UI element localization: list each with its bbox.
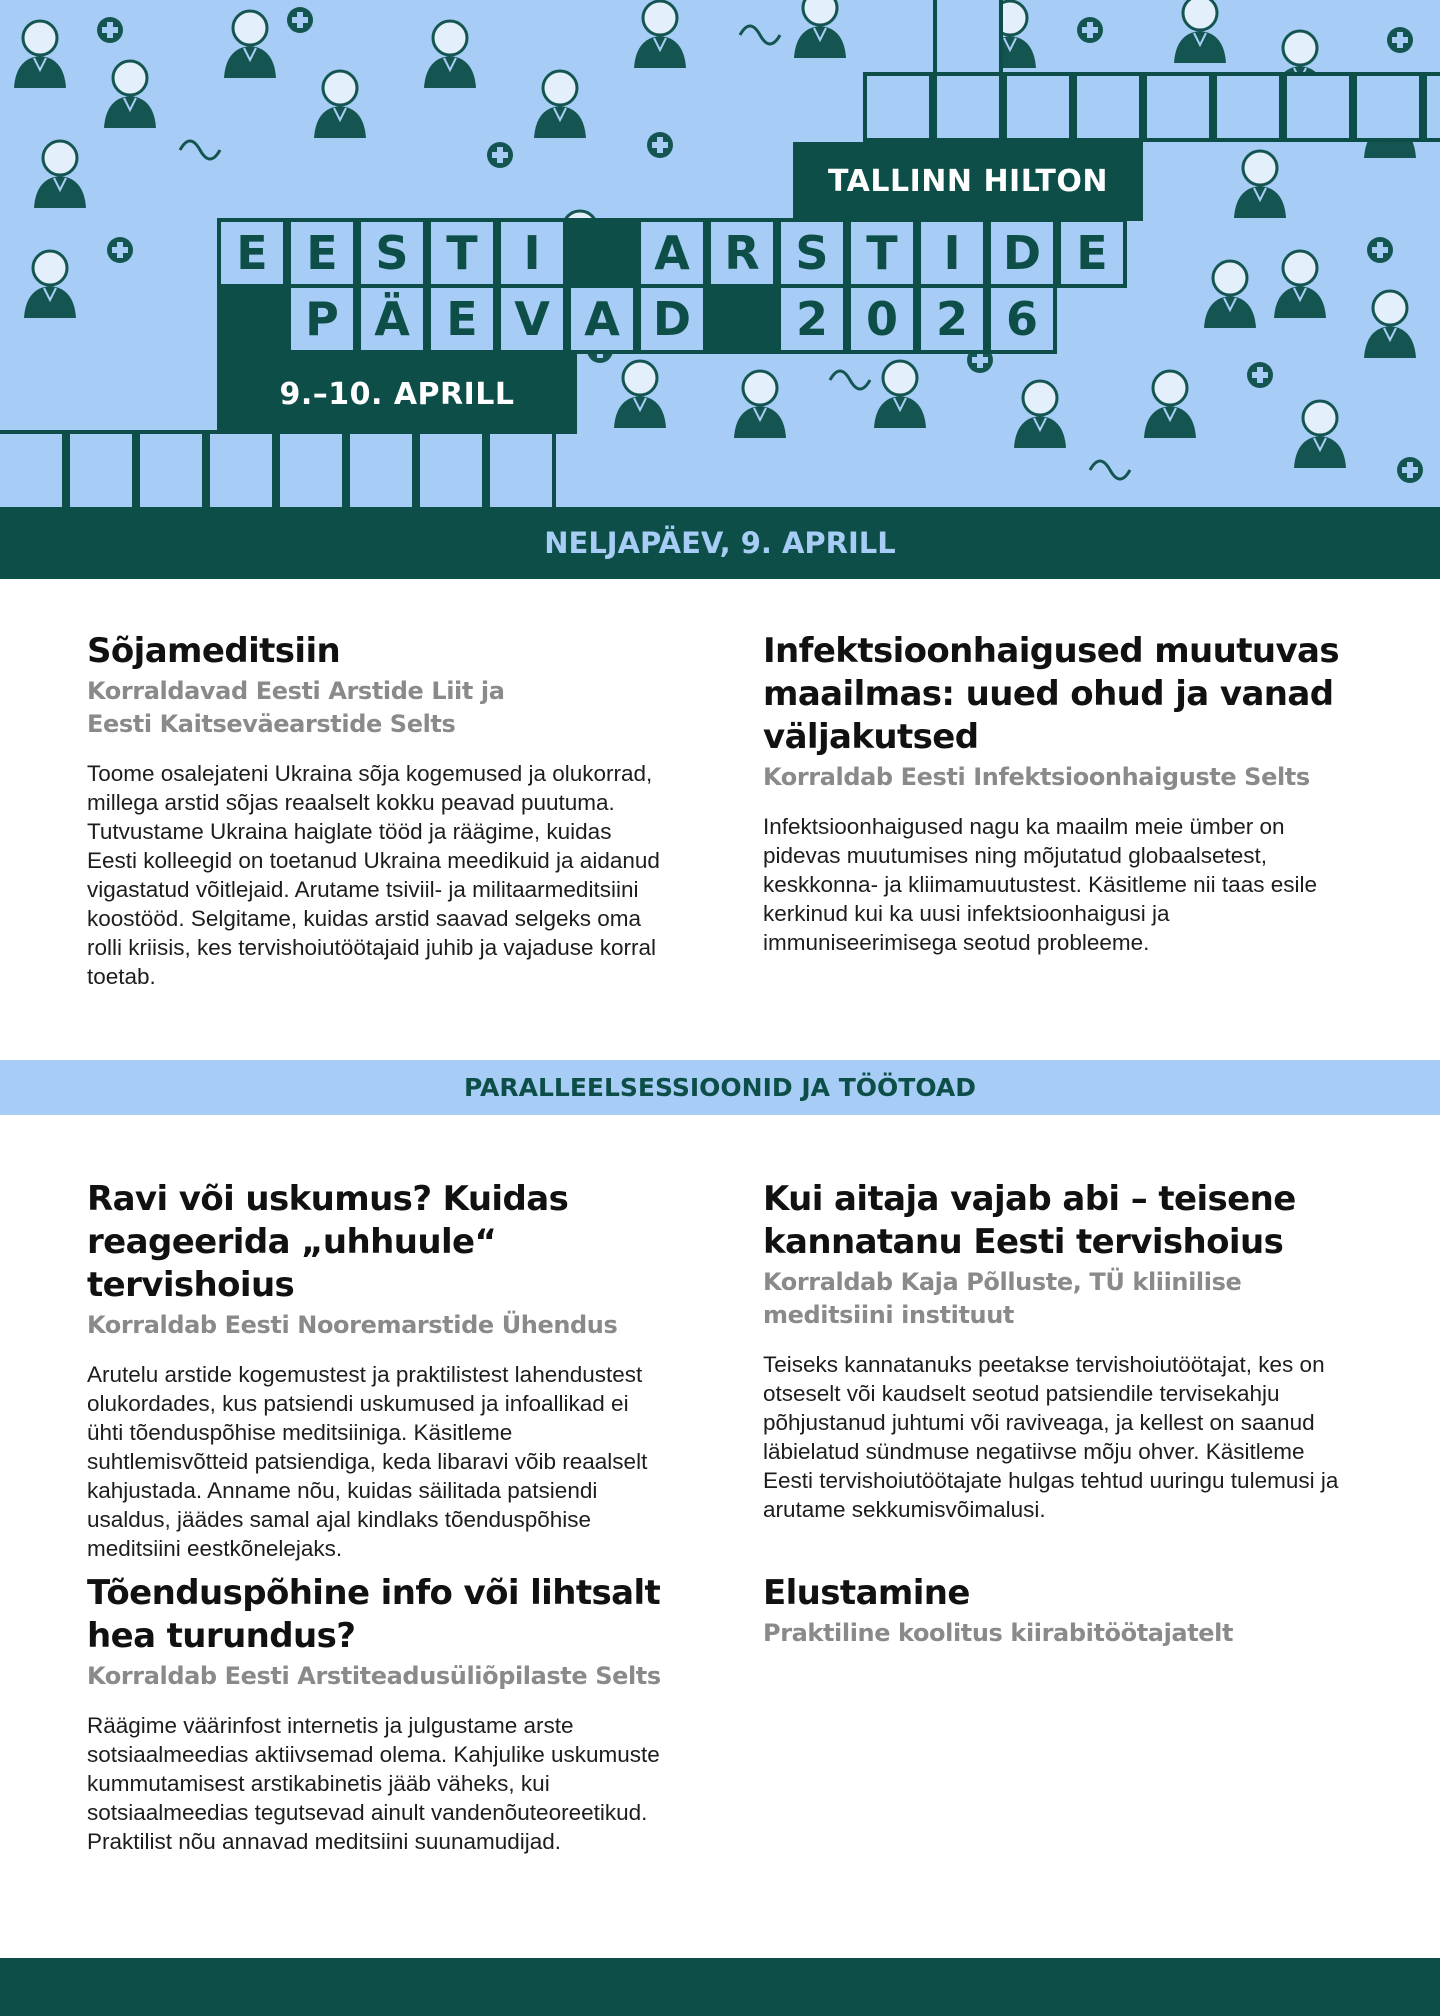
title-letter: T [427, 218, 497, 288]
session-card [87, 1178, 667, 1563]
title-letter: I [917, 218, 987, 288]
session-description: Arutelu arstide kogemustest ja praktilistest lahendustest olukordades, kus patsiendi uskumused ja infoallikad ei ühti tõenduspõhise meditsiiniga. Käsitleme suhtlemisvõtteid patsiendiga, keda libaravi võib reaalselt kahjustada. Anname nõu, kuidas säilitada patsiendi usaldus, jäädes samal ajal kindlaks tõenduspõhise meditsiini eestkõnelejaks. [87, 1362, 648, 1561]
session-card [763, 630, 1343, 957]
title-letter: E [427, 284, 497, 354]
title-letter: E [1057, 218, 1127, 288]
title-letter: E [287, 218, 357, 288]
crossword-cell [346, 430, 416, 507]
parallel-sessions-label: PARALLEELSESSIOONID JA TÖÖTOAD [463, 1073, 977, 1102]
crossword-cell [276, 430, 346, 507]
crossword-cell [933, 72, 1003, 142]
crossword-cell [0, 430, 66, 507]
title-letter: D [987, 218, 1057, 288]
crossword-cell [863, 72, 933, 142]
session-organizer: Korraldab Eesti Infektsioonhaiguste Selts [763, 763, 1310, 791]
session-card [763, 1178, 1343, 1524]
crossword-cell [1283, 72, 1353, 142]
dates-label: 9.–10. APRILL [279, 376, 515, 412]
title-letter: Ä [357, 284, 427, 354]
title-letter: R [707, 218, 777, 288]
title-letter: 6 [987, 284, 1057, 354]
title-letter: A [637, 218, 707, 288]
title-letter: 0 [847, 284, 917, 354]
footer-band [0, 1958, 1440, 2016]
title-letter: 2 [777, 284, 847, 354]
crossword-cell [136, 430, 206, 507]
crossword-cell [486, 430, 556, 507]
hero-banner [0, 0, 1440, 507]
title-letter: E [217, 218, 287, 288]
title-letter: D [637, 284, 707, 354]
session-description: Räägime väärinfost internetis ja julgustame arste sotsiaalmeedias aktiivsemad olema. Kahjulike uskumuste kummutamisest arstikabinetis jääb väheks, kui sotsiaalmeedias tegutsevad ainult vandenõuteoreetikud. Praktilist nõu annavad meditsiini suunamudijad. [87, 1713, 660, 1854]
session-organizer: Korraldavad Eesti Arstide Liit ja Eesti Kaitseväearstide Selts [87, 677, 505, 738]
session-organizer: Praktiline koolitus kiirabitöötajatelt [763, 1619, 1234, 1647]
crossword-cell [1143, 72, 1213, 142]
title-letter: 2 [917, 284, 987, 354]
title-letter: V [497, 284, 567, 354]
title-blank-cell [707, 284, 777, 354]
crossword-cell [66, 430, 136, 507]
venue-label: TALLINN HILTON [828, 164, 1108, 199]
session-description: Infektsioonhaigused nagu ka maailm meie ümber on pidevas muutumises ning mõjutatud globaalsetest, keskkonna- ja kliimamuutustest. Käsitleme nii taas esile kerkinud kui ka uusi infektsioonhaigusi ja immuniseerimisega seotud probleeme. [763, 814, 1317, 955]
title-blank-cell [217, 284, 287, 354]
crossword-cell [933, 0, 1003, 76]
session-title: Infektsioonhaigused muutuvas maailmas: uued ohud ja vanad väljakutsed [763, 631, 1340, 757]
dates-badge [217, 354, 577, 434]
crossword-cell [1073, 72, 1143, 142]
day-label: NELJAPÄEV, 9. APRILL [544, 526, 896, 560]
venue-badge [793, 142, 1143, 221]
session-title: Tõenduspõhine info või lihtsalt hea turundus? [87, 1573, 661, 1656]
session-card [87, 630, 667, 991]
crossword-cell [416, 430, 486, 507]
session-description: Teiseks kannatanuks peetakse tervishoiutöötajat, kes on otseselt või kaudselt seotud patsiendile tervisekahju põhjustanud juhtumi või raviveaga, ja kellest on saanud läbielatud sündmuse negatiivse mõju ohver. Käsitleme Eesti tervishoiutöötajate hulgas tehtud uuringu tulemusi ja arutame sekkumisvõimalusi. [763, 1352, 1339, 1522]
session-organizer: Korraldab Eesti Nooremarstide Ühendus [87, 1311, 618, 1339]
crossword-cell [1213, 72, 1283, 142]
session-title: Kui aitaja vajab abi – teisene kannatanu Eesti tervishoius [763, 1179, 1296, 1262]
session-title: Elustamine [763, 1573, 970, 1613]
session-organizer: Korraldab Kaja Põlluste, TÜ kliinilise meditsiini instituut [763, 1268, 1242, 1329]
title-letter: P [287, 284, 357, 354]
session-card [87, 1572, 667, 1856]
title-letter: A [567, 284, 637, 354]
title-letter: T [847, 218, 917, 288]
title-letter: I [497, 218, 567, 288]
parallel-sessions-band [0, 1060, 1440, 1115]
crossword-cell [1353, 72, 1423, 142]
session-title: Sõjameditsiin [87, 631, 341, 671]
day-band [0, 507, 1440, 579]
title-blank-cell [567, 218, 637, 288]
session-title: Ravi või uskumus? Kuidas reageerida „uhhuule“ tervishoius [87, 1179, 569, 1305]
title-letter: S [777, 218, 847, 288]
session-description: Toome osalejateni Ukraina sõja kogemused ja olukorrad, millega arstid sõjas reaalselt kokku peavad puutuma. Tutvustame Ukraina haiglate tööd ja räägime, kuidas Eesti kolleegid on toetanud Ukraina meedikuid ja aidanud vigastatud võitlejaid. Arutame tsiviil- ja militaarmeditsiini koostööd. Selgitame, kuidas arstid saavad selgeks oma rolli kriisis, kes tervishoiutöötajaid juhib ja vajaduse korral toetab. [87, 761, 660, 989]
crossword-cell [1003, 72, 1073, 142]
crossword-cell [206, 430, 276, 507]
session-card [763, 1572, 1343, 1650]
title-letter: S [357, 218, 427, 288]
session-organizer: Korraldab Eesti Arstiteadusüliõpilaste Selts [87, 1662, 661, 1690]
crossword-cell [1423, 72, 1440, 142]
